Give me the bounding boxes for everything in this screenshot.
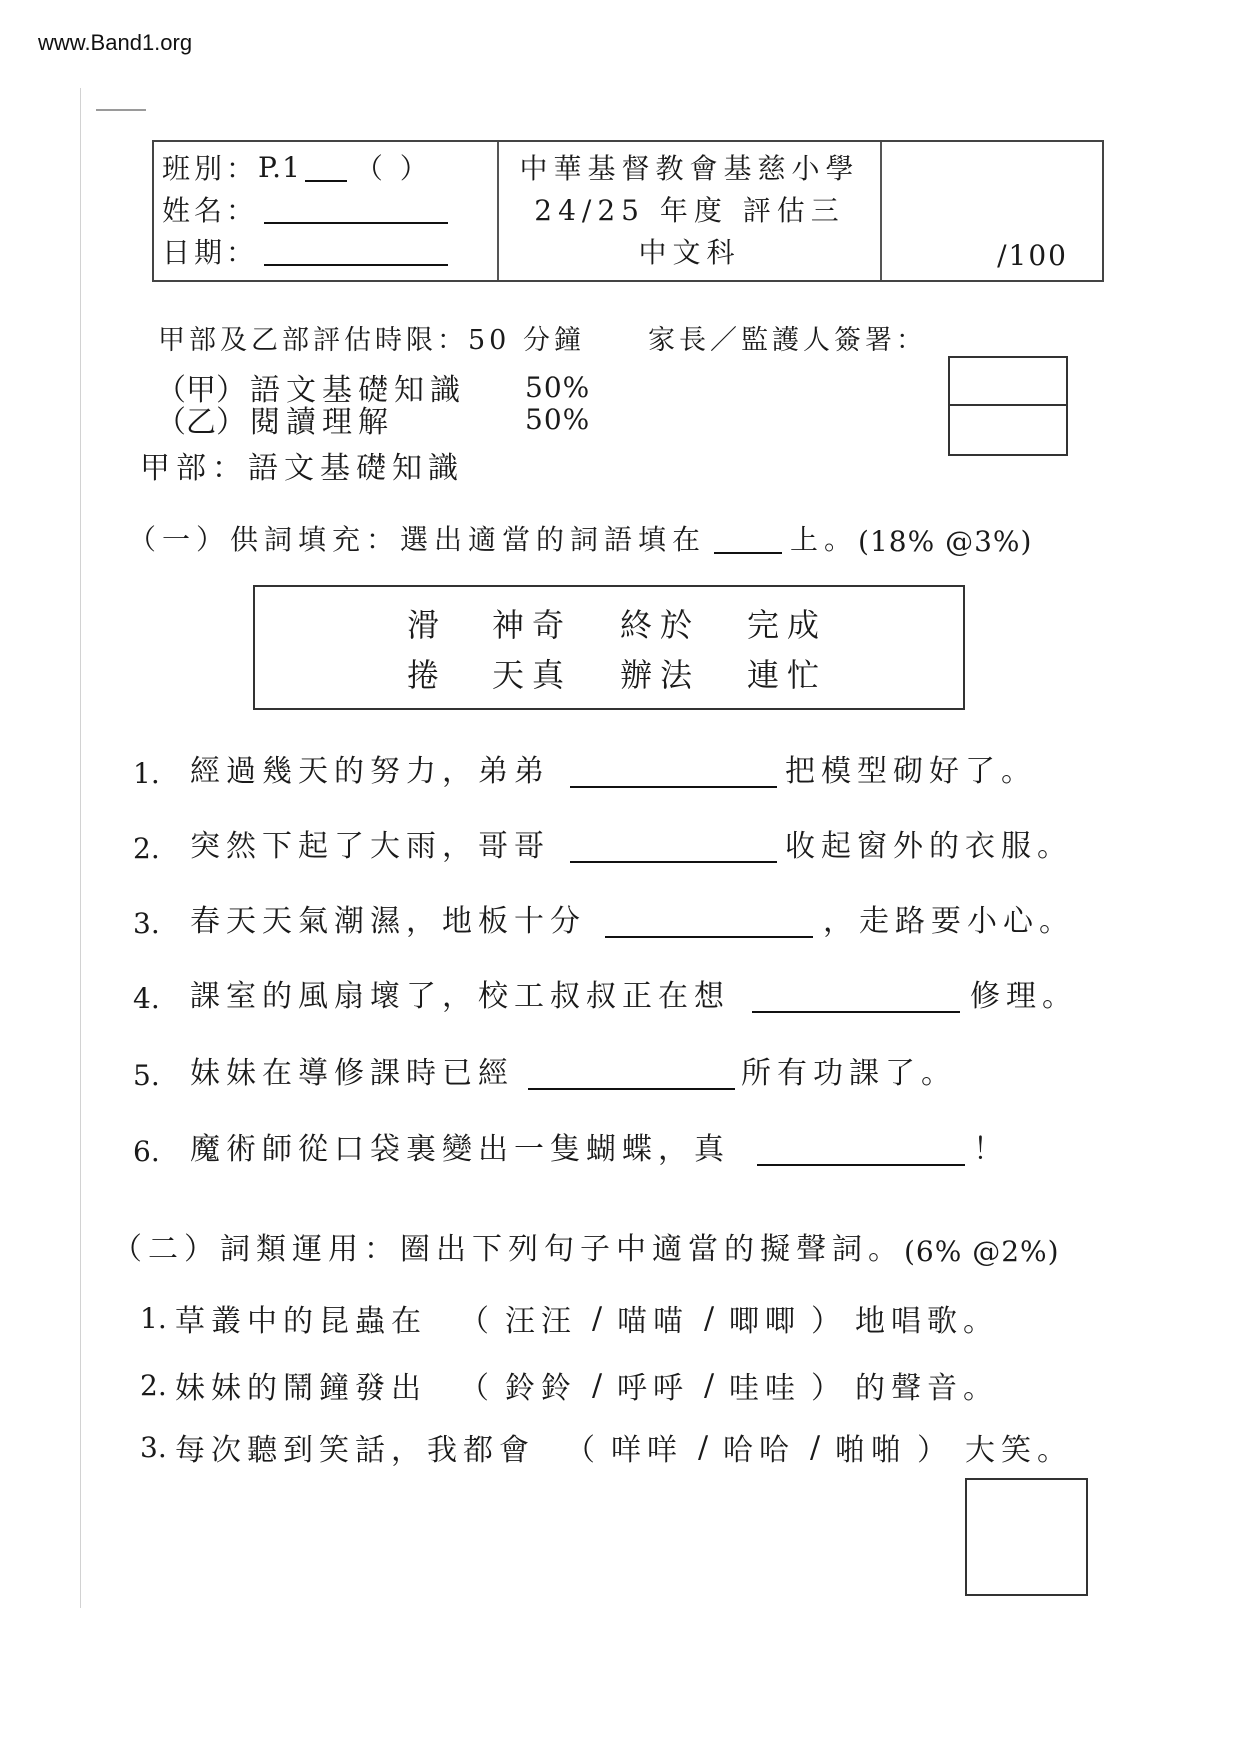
score-column bbox=[882, 142, 1102, 280]
class-label: 班別： bbox=[162, 152, 259, 185]
choice-option[interactable]: 啪啪 bbox=[835, 1433, 907, 1468]
word-bank-item: 終於 bbox=[620, 606, 701, 644]
section-score-box bbox=[965, 1478, 1088, 1596]
part-weight: 50% bbox=[525, 402, 591, 436]
signature-label: 家長／監護人簽署： bbox=[648, 325, 927, 356]
margin-dash-mark bbox=[96, 109, 146, 111]
question-number: 4. bbox=[133, 982, 160, 1015]
student-info-column bbox=[154, 142, 499, 280]
date-label: 日期： bbox=[162, 236, 259, 269]
choice-option[interactable]: 哇哇 bbox=[729, 1371, 801, 1406]
date-row bbox=[162, 230, 497, 272]
word-bank-box bbox=[253, 585, 965, 710]
paren-close: ） bbox=[917, 1433, 953, 1468]
fill-question-4 bbox=[133, 975, 1078, 1015]
part-marker: （乙） bbox=[156, 405, 246, 440]
part-name: 閱讀理解 bbox=[250, 405, 394, 440]
choice-option[interactable]: 鈴鈴 bbox=[505, 1371, 577, 1406]
word-bank-item: 連忙 bbox=[747, 656, 828, 694]
name-field[interactable] bbox=[264, 196, 448, 224]
question-text-after: 收起窗外的衣服。 bbox=[785, 829, 1073, 864]
header-table bbox=[152, 140, 1104, 282]
part-weight-row-b bbox=[156, 402, 591, 440]
class-value: P.1 bbox=[258, 150, 301, 184]
choice-option[interactable]: 哈哈 bbox=[723, 1433, 795, 1468]
choice-group bbox=[459, 1363, 847, 1407]
item-text-before: 每次聽到笑話，我都會 bbox=[175, 1433, 535, 1468]
time-limit: 甲部及乙部評估時限：50 分鐘 bbox=[158, 325, 585, 356]
onomatopoeia-item-3 bbox=[140, 1427, 1073, 1467]
paren-open: （ bbox=[459, 1371, 495, 1406]
choice-separator: / bbox=[703, 1367, 715, 1403]
word-bank-item: 完成 bbox=[747, 606, 828, 644]
paren-open: （ bbox=[459, 1304, 495, 1339]
question-text-after: 把模型砌好了。 bbox=[785, 754, 1037, 789]
choice-separator: / bbox=[809, 1429, 821, 1465]
part-name: 語文基礎知識 bbox=[250, 373, 466, 408]
section-2-title bbox=[112, 1230, 1060, 1268]
question-text-after: 所有功課了。 bbox=[741, 1056, 957, 1091]
section-2-score: (6% @2%) bbox=[904, 1235, 1060, 1268]
choice-option[interactable]: 咩咩 bbox=[611, 1433, 683, 1468]
choice-option[interactable]: 汪汪 bbox=[505, 1304, 577, 1339]
choice-option[interactable]: 喵喵 bbox=[617, 1304, 689, 1339]
word-bank-item: 神奇 bbox=[492, 606, 573, 644]
question-text-before: 經過幾天的努力，弟弟 bbox=[190, 754, 550, 789]
section-1-score: (18% @3%) bbox=[858, 525, 1033, 558]
subject-title: 中文科 bbox=[638, 236, 741, 269]
answer-blank[interactable] bbox=[757, 1132, 965, 1166]
choice-separator: / bbox=[703, 1300, 715, 1336]
question-text-after: ，走路要小心。 bbox=[823, 904, 1075, 939]
answer-blank[interactable] bbox=[605, 904, 813, 938]
section-1-title-suffix: 上。 bbox=[790, 523, 859, 556]
date-field[interactable] bbox=[264, 238, 448, 266]
question-text-before: 魔術師從口袋裏變出一隻蝴蝶，真 bbox=[190, 1132, 730, 1167]
fill-question-6 bbox=[133, 1128, 1009, 1168]
word-bank-item: 捲 bbox=[407, 656, 448, 694]
choice-group bbox=[565, 1425, 953, 1469]
item-text-after: 的聲音。 bbox=[855, 1371, 999, 1406]
choice-option[interactable]: 呼呼 bbox=[617, 1371, 689, 1406]
question-number: 5. bbox=[133, 1059, 160, 1092]
question-number: 1. bbox=[133, 757, 160, 790]
question-text-before: 課室的風扇壞了，校工叔叔正在想 bbox=[190, 979, 730, 1014]
section-1-title bbox=[128, 520, 1032, 558]
question-text-after: 修理。 bbox=[970, 979, 1078, 1014]
signature-cell-top[interactable] bbox=[950, 358, 1066, 406]
answer-blank[interactable] bbox=[570, 829, 777, 863]
name-label: 姓名： bbox=[162, 194, 259, 227]
question-number: 6. bbox=[133, 1135, 160, 1168]
total-score: /100 bbox=[997, 239, 1068, 272]
choice-option[interactable]: 唧唧 bbox=[729, 1304, 801, 1339]
school-info-column bbox=[499, 142, 882, 280]
parent-signature-box[interactable] bbox=[948, 356, 1068, 456]
fill-question-1 bbox=[133, 750, 1037, 790]
choice-separator: / bbox=[591, 1300, 603, 1336]
class-blank[interactable] bbox=[305, 154, 347, 182]
fill-question-2 bbox=[133, 825, 1073, 865]
answer-blank[interactable] bbox=[752, 979, 960, 1013]
part-marker: （甲） bbox=[156, 373, 246, 408]
part-weight: 50% bbox=[525, 370, 591, 404]
site-watermark: www.Band1.org bbox=[38, 30, 193, 55]
choice-separator: / bbox=[591, 1367, 603, 1403]
onomatopoeia-item-2 bbox=[140, 1365, 999, 1405]
fill-question-3 bbox=[133, 900, 1075, 940]
signature-cell-bottom[interactable] bbox=[950, 406, 1066, 454]
item-text-after: 地唱歌。 bbox=[855, 1304, 999, 1339]
question-number: 2. bbox=[133, 832, 160, 865]
item-text-before: 草叢中的昆蟲在 bbox=[175, 1304, 427, 1339]
class-row bbox=[162, 146, 497, 188]
paren-open: （ bbox=[565, 1433, 601, 1468]
item-text-before: 妹妹的鬧鐘發出 bbox=[175, 1371, 427, 1406]
assessment-title: 24/25 年度 評估三 bbox=[534, 194, 845, 227]
paren-close: ） bbox=[811, 1371, 847, 1406]
question-text-before: 突然下起了大雨，哥哥 bbox=[190, 829, 550, 864]
item-number: 2. bbox=[140, 1368, 167, 1402]
choice-group bbox=[459, 1296, 847, 1340]
question-number: 3. bbox=[133, 907, 160, 940]
onomatopoeia-item-1 bbox=[140, 1298, 999, 1338]
word-bank-item: 滑 bbox=[407, 606, 448, 644]
class-number-paren[interactable]: （ ） bbox=[354, 152, 432, 185]
page-margin-line bbox=[80, 88, 81, 1608]
item-number: 3. bbox=[140, 1430, 167, 1464]
question-text-before: 春天天氣潮濕，地板十分 bbox=[190, 904, 586, 939]
question-text-before: 妹妹在導修課時已經 bbox=[190, 1056, 514, 1091]
section-1-title-text: （一）供詞填充：選出適當的詞語填在 bbox=[128, 523, 707, 556]
section-2-title-text: （二）詞類運用：圈出下列句子中適當的擬聲詞。 bbox=[112, 1232, 904, 1267]
choice-separator: / bbox=[697, 1429, 709, 1465]
paren-close: ） bbox=[811, 1304, 847, 1339]
word-bank-item: 辦法 bbox=[620, 656, 701, 694]
part-a-heading: 甲部：語文基礎知識 bbox=[140, 451, 464, 486]
name-row bbox=[162, 188, 497, 230]
question-text-after: ！ bbox=[973, 1132, 1009, 1167]
answer-blank[interactable] bbox=[528, 1056, 735, 1090]
answer-blank[interactable] bbox=[570, 754, 777, 788]
item-number: 1. bbox=[140, 1301, 167, 1335]
school-name: 中華基督教會基慈小學 bbox=[519, 152, 860, 185]
title-blank-line bbox=[714, 522, 782, 554]
fill-question-5 bbox=[133, 1052, 957, 1092]
word-bank-item: 天真 bbox=[492, 656, 573, 694]
item-text-after: 大笑。 bbox=[965, 1433, 1073, 1468]
